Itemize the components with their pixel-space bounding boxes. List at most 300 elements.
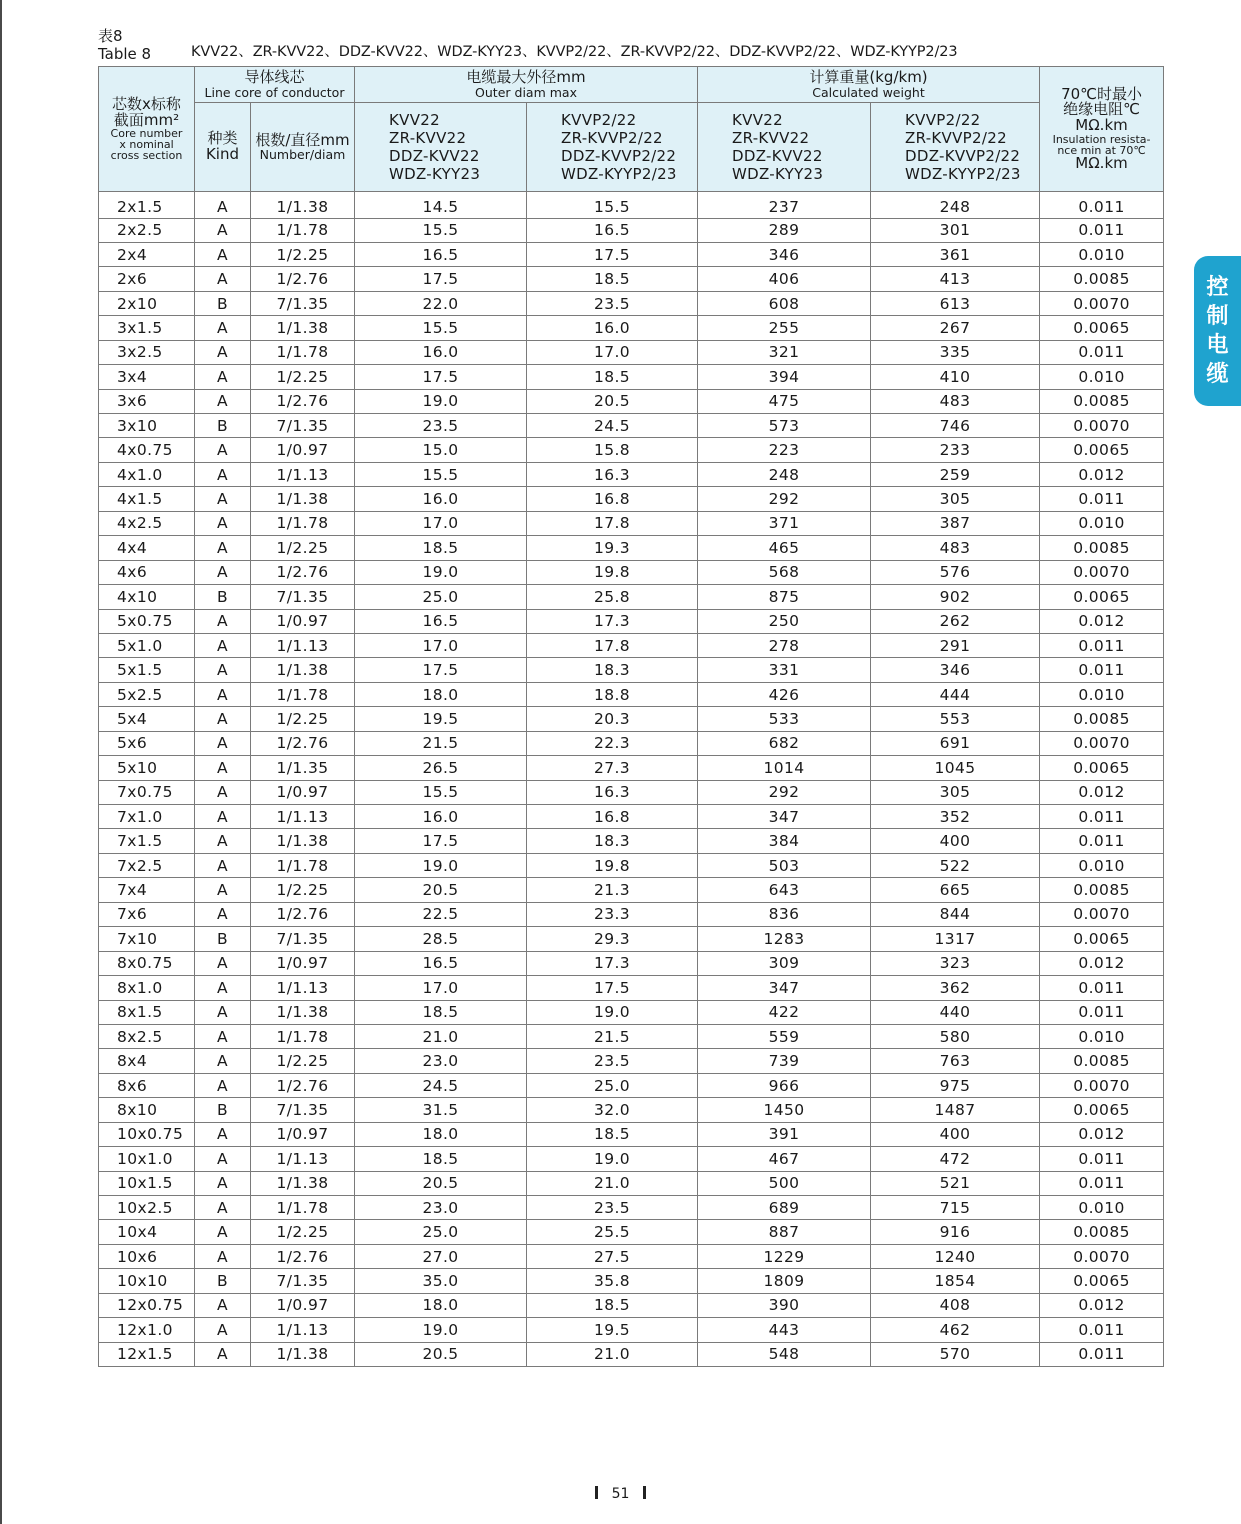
cell-number-diam: 1/1.13 [251,1147,355,1171]
table-row [99,267,1164,291]
table-row [99,585,1164,609]
cell-kind: A [195,267,251,291]
cell-kind: A [195,1293,251,1317]
cell-kind: A [195,1196,251,1220]
cell-insulation-resistance: 0.012 [1040,1122,1164,1146]
cell-weight-kvv22: 250 [698,609,871,633]
cell-weight-kvvp222: 746 [871,414,1040,438]
cell-outer-diam-kvv22: 17.0 [355,976,527,1000]
cell-number-diam: 7/1.35 [251,1098,355,1122]
cell-insulation-resistance: 0.011 [1040,1318,1164,1342]
table-row [99,192,1164,219]
cell-insulation-resistance: 0.011 [1040,829,1164,853]
cell-size: 2x4 [99,242,195,266]
cell-number-diam: 1/1.13 [251,805,355,829]
table-row [99,951,1164,975]
header-weight-kvv22: KVV22 ZR-KVV22 DDZ-KVV22 WDZ-KYY23 [698,103,871,192]
cell-weight-kvvp222: 259 [871,462,1040,486]
cell-outer-diam-kvv22: 19.0 [355,560,527,584]
cell-size: 4x10 [99,585,195,609]
cell-insulation-resistance: 0.012 [1040,780,1164,804]
cell-outer-diam-kvv22: 28.5 [355,927,527,951]
cell-outer-diam-kvvp222: 19.8 [527,853,698,877]
cell-insulation-resistance: 0.010 [1040,682,1164,706]
cell-outer-diam-kvv22: 17.5 [355,365,527,389]
table-row [99,1073,1164,1097]
cell-outer-diam-kvv22: 19.0 [355,389,527,413]
cell-weight-kvv22: 331 [698,658,871,682]
cell-insulation-resistance: 0.0085 [1040,707,1164,731]
cell-weight-kvv22: 836 [698,902,871,926]
cell-outer-diam-kvvp222: 19.5 [527,1318,698,1342]
cell-outer-diam-kvv22: 15.5 [355,780,527,804]
cell-outer-diam-kvvp222: 19.0 [527,1147,698,1171]
page-left-edge [0,0,2,1524]
cell-outer-diam-kvvp222: 23.3 [527,902,698,926]
cell-insulation-resistance: 0.0085 [1040,878,1164,902]
cell-outer-diam-kvvp222: 17.0 [527,340,698,364]
cell-weight-kvvp222: 844 [871,902,1040,926]
cell-outer-diam-kvv22: 15.0 [355,438,527,462]
table-label-en: Table 8 [98,45,152,63]
cell-weight-kvv22: 347 [698,805,871,829]
header-weight-kvvp222: KVVP2/22 ZR-KVVP2/22 DDZ-KVVP2/22 WDZ-KYYP2/23 [871,103,1040,192]
table-row [99,536,1164,560]
cell-outer-diam-kvvp222: 24.5 [527,414,698,438]
cell-size: 8x4 [99,1049,195,1073]
cell-outer-diam-kvvp222: 18.5 [527,365,698,389]
cell-kind: A [195,633,251,657]
cell-outer-diam-kvvp222: 18.5 [527,1122,698,1146]
cell-kind: B [195,1098,251,1122]
cell-size: 3x2.5 [99,340,195,364]
header-insulation-resistance: 70℃时最小 绝缘电阻℃ MΩ.km Insulation resista- nce min at 70℃ MΩ.km [1040,67,1164,192]
cell-weight-kvv22: 248 [698,462,871,486]
cell-outer-diam-kvvp222: 19.0 [527,1000,698,1024]
cell-outer-diam-kvv22: 16.0 [355,340,527,364]
cell-insulation-resistance: 0.0070 [1040,902,1164,926]
cell-weight-kvvp222: 291 [871,633,1040,657]
side-tab-char: 缆 [1206,362,1229,387]
cell-weight-kvvp222: 262 [871,609,1040,633]
cell-weight-kvvp222: 267 [871,316,1040,340]
cell-outer-diam-kvv22: 22.5 [355,902,527,926]
cell-kind: A [195,1000,251,1024]
cell-size: 2x6 [99,267,195,291]
table-row [99,633,1164,657]
cell-outer-diam-kvv22: 22.0 [355,291,527,315]
table-row [99,1122,1164,1146]
table-row [99,1196,1164,1220]
cell-outer-diam-kvv22: 18.5 [355,1147,527,1171]
cell-insulation-resistance: 0.011 [1040,658,1164,682]
cell-kind: A [195,487,251,511]
cell-kind: A [195,1171,251,1195]
cell-weight-kvvp222: 1487 [871,1098,1040,1122]
cell-number-diam: 1/2.25 [251,365,355,389]
cell-weight-kvvp222: 362 [871,976,1040,1000]
cell-kind: A [195,192,251,219]
cell-outer-diam-kvv22: 16.0 [355,805,527,829]
table-row [99,462,1164,486]
cell-weight-kvvp222: 691 [871,731,1040,755]
cell-outer-diam-kvvp222: 17.3 [527,951,698,975]
cell-insulation-resistance: 0.012 [1040,951,1164,975]
cell-weight-kvv22: 422 [698,1000,871,1024]
cell-insulation-resistance: 0.0070 [1040,1073,1164,1097]
cell-kind: B [195,291,251,315]
cell-kind: A [195,682,251,706]
cell-weight-kvvp222: 233 [871,438,1040,462]
table-row [99,1269,1164,1293]
cell-weight-kvv22: 500 [698,1171,871,1195]
table-row [99,878,1164,902]
cell-size: 5x10 [99,756,195,780]
cell-weight-kvv22: 643 [698,878,871,902]
table-row [99,1220,1164,1244]
table-row [99,609,1164,633]
cell-number-diam: 1/2.76 [251,1244,355,1268]
cell-weight-kvv22: 443 [698,1318,871,1342]
table-row [99,438,1164,462]
header-kind: 种类 Kind [195,103,251,192]
cell-weight-kvvp222: 916 [871,1220,1040,1244]
cell-kind: A [195,707,251,731]
table-row [99,1098,1164,1122]
cell-size: 7x1.5 [99,829,195,853]
cell-insulation-resistance: 0.011 [1040,1342,1164,1366]
table-row [99,1244,1164,1268]
cell-weight-kvv22: 321 [698,340,871,364]
cell-number-diam: 1/2.76 [251,902,355,926]
cell-outer-diam-kvv22: 20.5 [355,1171,527,1195]
table-row [99,291,1164,315]
cell-weight-kvv22: 682 [698,731,871,755]
cell-kind: A [195,389,251,413]
cell-weight-kvvp222: 665 [871,878,1040,902]
cell-insulation-resistance: 0.011 [1040,218,1164,242]
cell-insulation-resistance: 0.010 [1040,511,1164,535]
table-row [99,1318,1164,1342]
cell-size: 8x0.75 [99,951,195,975]
cell-outer-diam-kvv22: 21.0 [355,1024,527,1048]
cell-size: 7x10 [99,927,195,951]
table-label-zh: 表8 [98,27,123,45]
cell-number-diam: 7/1.35 [251,927,355,951]
cell-kind: A [195,1220,251,1244]
cell-outer-diam-kvv22: 25.0 [355,585,527,609]
cell-insulation-resistance: 0.012 [1040,1293,1164,1317]
cell-outer-diam-kvv22: 17.0 [355,511,527,535]
cell-insulation-resistance: 0.0085 [1040,389,1164,413]
cell-number-diam: 1/2.76 [251,560,355,584]
cell-number-diam: 1/1.38 [251,192,355,219]
cell-size: 2x2.5 [99,218,195,242]
cell-size: 5x2.5 [99,682,195,706]
cell-insulation-resistance: 0.012 [1040,609,1164,633]
cell-weight-kvv22: 237 [698,192,871,219]
table-row [99,1147,1164,1171]
cell-kind: A [195,438,251,462]
cell-weight-kvv22: 384 [698,829,871,853]
cell-kind: A [195,1049,251,1073]
cell-number-diam: 1/1.78 [251,340,355,364]
cell-kind: A [195,462,251,486]
cell-size: 4x1.0 [99,462,195,486]
cell-weight-kvvp222: 521 [871,1171,1040,1195]
cell-weight-kvvp222: 323 [871,951,1040,975]
cell-outer-diam-kvv22: 19.0 [355,853,527,877]
cell-number-diam: 1/2.25 [251,707,355,731]
cell-weight-kvv22: 394 [698,365,871,389]
cell-insulation-resistance: 0.011 [1040,192,1164,219]
cell-outer-diam-kvvp222: 29.3 [527,927,698,951]
cell-kind: A [195,1244,251,1268]
cell-number-diam: 1/2.76 [251,1073,355,1097]
cell-kind: A [195,756,251,780]
cell-size: 12x1.0 [99,1318,195,1342]
cell-insulation-resistance: 0.011 [1040,340,1164,364]
table-row [99,1293,1164,1317]
cell-size: 7x2.5 [99,853,195,877]
cell-weight-kvvp222: 975 [871,1073,1040,1097]
cell-weight-kvv22: 739 [698,1049,871,1073]
cell-number-diam: 1/1.38 [251,316,355,340]
cell-number-diam: 1/1.38 [251,1000,355,1024]
table-row [99,682,1164,706]
cell-number-diam: 1/2.25 [251,242,355,266]
cell-size: 2x1.5 [99,192,195,219]
cell-number-diam: 1/1.38 [251,487,355,511]
cell-outer-diam-kvv22: 17.5 [355,267,527,291]
cell-weight-kvv22: 292 [698,487,871,511]
cell-size: 5x1.5 [99,658,195,682]
table-row [99,658,1164,682]
cell-outer-diam-kvvp222: 16.8 [527,805,698,829]
cell-insulation-resistance: 0.012 [1040,462,1164,486]
cell-outer-diam-kvv22: 18.0 [355,1293,527,1317]
cell-insulation-resistance: 0.0065 [1040,438,1164,462]
cable-spec-table [98,66,1164,1367]
cell-weight-kvv22: 875 [698,585,871,609]
cell-number-diam: 1/2.76 [251,389,355,413]
cell-outer-diam-kvv22: 16.5 [355,609,527,633]
cell-kind: A [195,536,251,560]
table-row [99,902,1164,926]
cell-outer-diam-kvv22: 18.0 [355,1122,527,1146]
cell-weight-kvvp222: 440 [871,1000,1040,1024]
cell-size: 5x1.0 [99,633,195,657]
cell-weight-kvv22: 568 [698,560,871,584]
cell-weight-kvvp222: 305 [871,780,1040,804]
header-number-diam: 根数/直径mm Number/diam [251,103,355,192]
cell-weight-kvv22: 548 [698,1342,871,1366]
cell-number-diam: 1/1.78 [251,511,355,535]
cell-size: 10x0.75 [99,1122,195,1146]
cell-number-diam: 1/2.25 [251,1220,355,1244]
cell-outer-diam-kvvp222: 23.5 [527,1196,698,1220]
cell-number-diam: 1/0.97 [251,1293,355,1317]
cell-insulation-resistance: 0.0070 [1040,291,1164,315]
cell-insulation-resistance: 0.0070 [1040,414,1164,438]
table-row [99,1000,1164,1024]
cell-kind: A [195,780,251,804]
cell-insulation-resistance: 0.0070 [1040,731,1164,755]
table-row [99,853,1164,877]
cell-weight-kvvp222: 715 [871,1196,1040,1220]
cell-weight-kvv22: 503 [698,853,871,877]
cell-outer-diam-kvv22: 16.5 [355,951,527,975]
cell-kind: A [195,511,251,535]
cell-number-diam: 1/1.78 [251,1024,355,1048]
cell-insulation-resistance: 0.011 [1040,1171,1164,1195]
cell-outer-diam-kvvp222: 21.3 [527,878,698,902]
cell-outer-diam-kvvp222: 27.5 [527,1244,698,1268]
cell-weight-kvv22: 608 [698,291,871,315]
cell-size: 3x6 [99,389,195,413]
table-row [99,1342,1164,1366]
cell-outer-diam-kvvp222: 32.0 [527,1098,698,1122]
cell-weight-kvvp222: 483 [871,536,1040,560]
cell-insulation-resistance: 0.0065 [1040,927,1164,951]
cell-weight-kvv22: 346 [698,242,871,266]
cell-kind: A [195,1122,251,1146]
cell-weight-kvvp222: 483 [871,389,1040,413]
cell-kind: B [195,585,251,609]
cell-size: 7x6 [99,902,195,926]
cell-number-diam: 1/1.38 [251,829,355,853]
cell-weight-kvvp222: 576 [871,560,1040,584]
cell-weight-kvvp222: 335 [871,340,1040,364]
cell-insulation-resistance: 0.0085 [1040,536,1164,560]
side-tab-control-cable[interactable] [1194,256,1241,406]
cell-weight-kvv22: 371 [698,511,871,535]
cell-insulation-resistance: 0.010 [1040,365,1164,389]
cell-number-diam: 1/2.25 [251,878,355,902]
cell-weight-kvv22: 406 [698,267,871,291]
cell-outer-diam-kvvp222: 21.5 [527,1024,698,1048]
cell-outer-diam-kvv22: 19.5 [355,707,527,731]
cell-number-diam: 1/1.13 [251,633,355,657]
cell-weight-kvv22: 533 [698,707,871,731]
header-conductor: 导体线芯 Line core of conductor [195,67,355,103]
cell-weight-kvv22: 465 [698,536,871,560]
cell-weight-kvvp222: 763 [871,1049,1040,1073]
cell-kind: A [195,976,251,1000]
cell-weight-kvv22: 223 [698,438,871,462]
cell-weight-kvv22: 573 [698,414,871,438]
cell-kind: A [195,829,251,853]
cell-insulation-resistance: 0.0085 [1040,1220,1164,1244]
cell-outer-diam-kvv22: 20.5 [355,1342,527,1366]
table-row [99,1024,1164,1048]
table-row [99,389,1164,413]
cell-insulation-resistance: 0.0085 [1040,267,1164,291]
cell-number-diam: 1/2.25 [251,1049,355,1073]
cell-outer-diam-kvvp222: 16.3 [527,462,698,486]
header-outer-kvv22: KVV22 ZR-KVV22 DDZ-KVV22 WDZ-KYY23 [355,103,527,192]
cell-insulation-resistance: 0.0070 [1040,1244,1164,1268]
cell-outer-diam-kvv22: 23.5 [355,414,527,438]
cell-kind: A [195,951,251,975]
cell-outer-diam-kvvp222: 18.5 [527,267,698,291]
cell-number-diam: 7/1.35 [251,585,355,609]
cell-number-diam: 1/0.97 [251,780,355,804]
cell-outer-diam-kvv22: 15.5 [355,316,527,340]
cell-size: 8x6 [99,1073,195,1097]
cell-size: 7x4 [99,878,195,902]
cell-outer-diam-kvv22: 23.0 [355,1196,527,1220]
cell-outer-diam-kvv22: 15.5 [355,218,527,242]
cell-weight-kvvp222: 1317 [871,927,1040,951]
cell-kind: A [195,902,251,926]
cell-kind: B [195,1269,251,1293]
cell-outer-diam-kvv22: 21.5 [355,731,527,755]
table-models-title: KVV22、ZR-KVV22、DDZ-KVV22、WDZ-KYY23、KVVP2/22、ZR-KVVP2/22、DDZ-KVVP2/22、WDZ-KYYP2/23 [191,44,958,60]
table-row [99,829,1164,853]
cell-weight-kvvp222: 400 [871,829,1040,853]
cell-size: 12x1.5 [99,1342,195,1366]
cell-outer-diam-kvv22: 26.5 [355,756,527,780]
cell-outer-diam-kvvp222: 16.5 [527,218,698,242]
cell-weight-kvvp222: 387 [871,511,1040,535]
cell-kind: A [195,365,251,389]
cell-insulation-resistance: 0.0065 [1040,1269,1164,1293]
cell-kind: B [195,927,251,951]
cell-number-diam: 1/0.97 [251,951,355,975]
cell-outer-diam-kvvp222: 25.8 [527,585,698,609]
cell-weight-kvvp222: 580 [871,1024,1040,1048]
cell-outer-diam-kvv22: 16.0 [355,487,527,511]
table-row [99,756,1164,780]
side-tab-char: 电 [1206,333,1229,358]
cell-size: 3x4 [99,365,195,389]
cell-size: 8x1.5 [99,1000,195,1024]
cell-number-diam: 7/1.35 [251,414,355,438]
cell-kind: A [195,853,251,877]
cell-number-diam: 1/1.78 [251,1196,355,1220]
cell-size: 5x6 [99,731,195,755]
cell-weight-kvvp222: 408 [871,1293,1040,1317]
cell-size: 10x1.0 [99,1147,195,1171]
table-row [99,218,1164,242]
side-tab-char: 控 [1206,275,1229,300]
cell-weight-kvv22: 1229 [698,1244,871,1268]
cell-size: 10x4 [99,1220,195,1244]
table-row [99,707,1164,731]
cell-size: 10x1.5 [99,1171,195,1195]
cell-insulation-resistance: 0.011 [1040,805,1164,829]
cell-size: 7x1.0 [99,805,195,829]
cell-weight-kvv22: 1809 [698,1269,871,1293]
cell-insulation-resistance: 0.011 [1040,633,1164,657]
cell-number-diam: 1/1.13 [251,976,355,1000]
table-row [99,976,1164,1000]
cell-kind: A [195,1024,251,1048]
cell-kind: A [195,1318,251,1342]
cell-weight-kvv22: 255 [698,316,871,340]
side-tab-char: 制 [1206,304,1229,329]
cell-outer-diam-kvvp222: 25.0 [527,1073,698,1097]
cell-size: 3x10 [99,414,195,438]
cell-outer-diam-kvv22: 18.0 [355,682,527,706]
cell-insulation-resistance: 0.0070 [1040,560,1164,584]
cell-outer-diam-kvvp222: 22.3 [527,731,698,755]
cell-insulation-resistance: 0.011 [1040,1147,1164,1171]
page-number-footer [0,1486,1241,1502]
cell-outer-diam-kvvp222: 18.3 [527,829,698,853]
cell-number-diam: 1/1.78 [251,682,355,706]
